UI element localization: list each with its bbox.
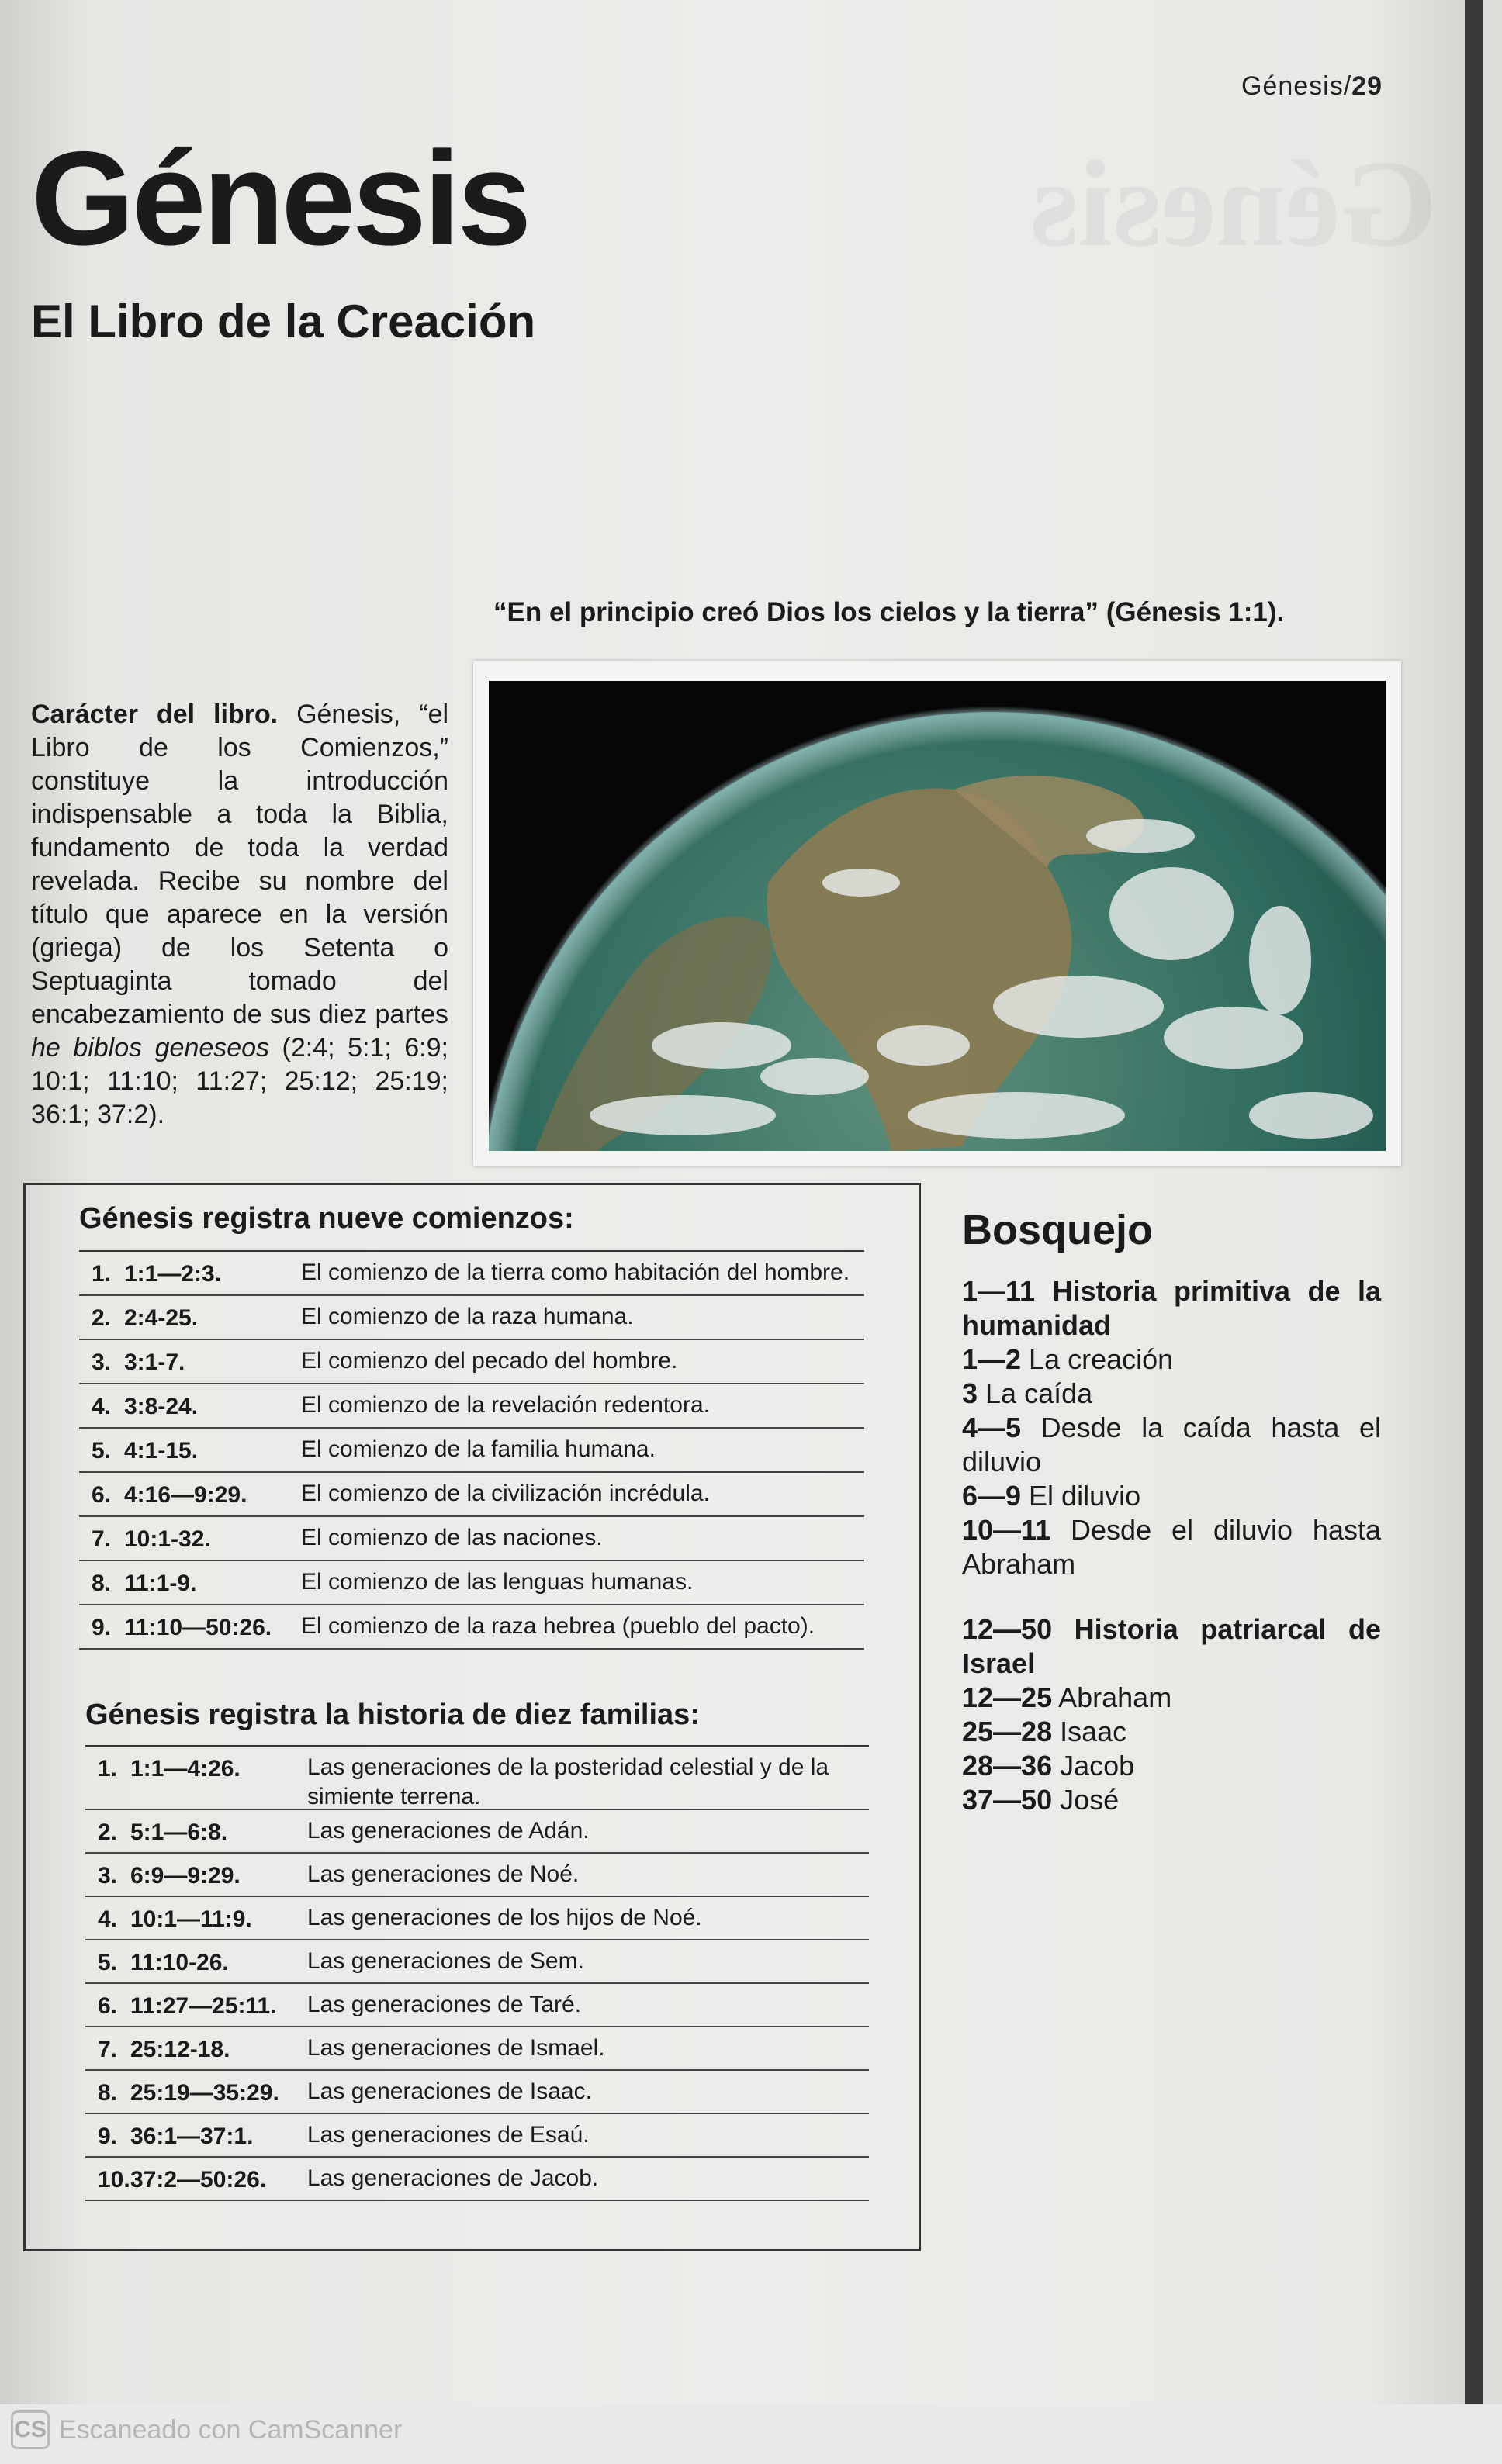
intro-tail: (2:4; 5:1; 6:9; 10:1; 11:10; 11:27; 25:12; 25:19; 36:1; 37:2). [31, 1033, 448, 1129]
families-heading: Génesis registra la historia de diez familias: [85, 1699, 700, 1731]
families-row [85, 2158, 869, 2201]
row-description: El comienzo de la tierra como habitación del hombre. [301, 1260, 850, 1285]
row-reference: 11:10—50:26. [124, 1615, 272, 1640]
row-description: Las generaciones de Esaú. [307, 2122, 590, 2148]
row-reference: 4:1-15. [124, 1438, 199, 1464]
row-description: El comienzo de la revelación redentora. [301, 1392, 710, 1418]
outline-item-text: El diluvio [1021, 1480, 1141, 1512]
row-reference: 1:1—4:26. [130, 1756, 241, 1781]
page-edge [1465, 0, 1483, 2464]
row-reference: 2:4-25. [124, 1305, 199, 1331]
row-reference: 3:8-24. [124, 1394, 199, 1419]
families-row [85, 1747, 869, 1810]
outline-item [962, 1377, 1381, 1411]
row-description: El comienzo de la raza humana. [301, 1304, 634, 1329]
row-reference: 25:12-18. [130, 2037, 230, 2062]
outline-heading: Bosquejo [962, 1207, 1154, 1253]
row-reference: 37:2—50:26. [130, 2167, 267, 2193]
row-number: 9. [98, 2124, 118, 2149]
row-description: El comienzo de las lenguas humanas. [301, 1569, 694, 1595]
outline-item-text: Desde el diluvio hasta Abraham [962, 1514, 1381, 1580]
row-number: 3. [98, 1863, 118, 1889]
row-number: 1. [98, 1756, 118, 1781]
row-number: 9. [92, 1615, 112, 1640]
outline-item-text: La creación [1021, 1343, 1174, 1375]
row-reference: 6:9—9:29. [130, 1863, 241, 1889]
outline-item-text: Isaac [1052, 1716, 1127, 1747]
running-head [1241, 71, 1383, 102]
row-reference: 10:1-32. [124, 1526, 211, 1552]
outline-item [962, 1343, 1381, 1377]
families-row [85, 1854, 869, 1897]
photo-caption: “En el principio creó Dios los cielos y la tierra” (Génesis 1:1). [493, 597, 1285, 627]
outline-item [962, 1749, 1381, 1783]
row-number: 2. [92, 1305, 112, 1331]
earth-image [489, 681, 1386, 1151]
outline-section2-items [962, 1681, 1381, 1817]
beginnings-row [79, 1429, 864, 1473]
families-row [85, 1940, 869, 1984]
families-row [85, 2114, 869, 2158]
camscanner-text: Escaneado con CamScanner [59, 2415, 403, 2445]
row-reference: 11:27—25:11. [130, 1993, 277, 2019]
book-character-paragraph [31, 698, 448, 1132]
row-description: El comienzo de las naciones. [301, 1525, 603, 1550]
row-number: 3. [92, 1349, 112, 1375]
outline-item [962, 1715, 1381, 1749]
camscanner-logo: CS [11, 2410, 50, 2449]
row-description: El comienzo de la familia humana. [301, 1436, 656, 1462]
row-number: 8. [92, 1571, 112, 1596]
row-number: 5. [92, 1438, 112, 1464]
row-reference: 3:1-7. [124, 1349, 185, 1375]
scanner-watermark [0, 2404, 1502, 2464]
beginnings-row [79, 1561, 864, 1605]
outline-item-text: Abraham [1052, 1681, 1172, 1713]
outline-item [962, 1681, 1381, 1715]
row-description: Las generaciones de Isaac. [307, 2079, 592, 2104]
row-number: 6. [92, 1482, 112, 1508]
outline-item [962, 1411, 1381, 1479]
families-row [85, 2027, 869, 2071]
row-number: 1. [92, 1261, 112, 1287]
beginnings-row [79, 1340, 864, 1384]
bleed-through-text [1030, 132, 1437, 275]
row-reference: 25:19—35:29. [130, 2080, 279, 2106]
row-number: 4. [98, 1906, 118, 1932]
outline-item-ref: 12—25 [962, 1681, 1053, 1713]
row-reference: 10:1—11:9. [130, 1906, 252, 1932]
row-number: 7. [98, 2037, 118, 2062]
earth-photo-frame [473, 661, 1401, 1166]
outline-item-text: José [1052, 1784, 1120, 1816]
intro-italic: he biblos geneseos [31, 1033, 270, 1063]
beginnings-row [79, 1517, 864, 1561]
families-row [85, 1810, 869, 1854]
outline-section2-title: 12—50 Historia patriarcal de Israel [962, 1613, 1381, 1679]
row-description: Las generaciones de los hijos de Noé. [307, 1905, 702, 1930]
beginnings-row [79, 1384, 864, 1429]
row-description: Las generaciones de Taré. [307, 1992, 582, 2017]
beginnings-row [79, 1296, 864, 1340]
row-number: 7. [92, 1526, 112, 1552]
outline-item-ref: 37—50 [962, 1784, 1053, 1816]
outline-item [962, 1783, 1381, 1817]
beginnings-row [79, 1252, 864, 1296]
row-description: Las generaciones de Adán. [307, 1818, 590, 1844]
row-description: Las generaciones de Noé. [307, 1861, 580, 1887]
outline-section [962, 1206, 1381, 1817]
outline-section1-items [962, 1343, 1381, 1581]
outline-item [962, 1479, 1381, 1513]
page-number: 29 [1351, 71, 1383, 101]
row-number: 8. [98, 2080, 118, 2106]
row-number: 4. [92, 1394, 112, 1419]
outline-item-ref: 3 [962, 1377, 978, 1409]
row-reference: 11:1-9. [124, 1571, 197, 1596]
row-description: Las generaciones de Jacob. [307, 2165, 599, 2191]
beginnings-heading: Génesis registra nueve comienzos: [79, 1202, 574, 1235]
outline-item-ref: 6—9 [962, 1480, 1022, 1512]
running-head-title: Génesis/ [1241, 71, 1352, 101]
families-row [85, 1984, 869, 2027]
families-row [85, 2071, 869, 2114]
row-reference: 5:1—6:8. [130, 1819, 228, 1845]
outline-item-text: La caída [978, 1377, 1093, 1409]
row-number: 2. [98, 1819, 118, 1845]
row-description: El comienzo de la raza hebrea (pueblo del pacto). [301, 1613, 815, 1639]
row-reference: 36:1—37:1. [130, 2124, 254, 2149]
intro-body: Génesis, “el Libro de los Comienzos,” constituye la introducción indispensable a toda la Biblia, fundamento de toda la verdad revelada. Recibe su nombre del título que aparece en la versión (griega) de los Setenta o Septuaginta tomado del encabezamiento de sus diez partes [31, 700, 448, 1029]
outline-item-ref: 10—11 [962, 1514, 1051, 1546]
row-number: 10. [98, 2167, 130, 2193]
outline-item-ref: 28—36 [962, 1750, 1053, 1781]
row-number: 5. [98, 1950, 118, 1975]
row-reference: 11:10-26. [130, 1950, 229, 1975]
outline-item-text: Desde la caída hasta el diluvio [962, 1412, 1381, 1477]
beginnings-row [79, 1605, 864, 1650]
outline-item-ref: 25—28 [962, 1716, 1053, 1747]
outline-item [962, 1513, 1381, 1581]
outline-item-ref: 1—2 [962, 1343, 1022, 1375]
outline-section1-title: 1—11 Historia primitiva de la humanidad [962, 1275, 1381, 1341]
row-description: Las generaciones de Ismael. [307, 2035, 605, 2061]
row-number: 6. [98, 1993, 118, 2019]
book-title: Génesis [31, 124, 529, 273]
families-row [85, 1897, 869, 1940]
row-description: Las generaciones de la posteridad celestial y de la simiente terrena. [307, 1754, 829, 1809]
row-reference: 1:1—2:3. [124, 1261, 222, 1287]
outline-item-text: Jacob [1052, 1750, 1135, 1781]
row-description: El comienzo de la civilización incrédula. [301, 1481, 710, 1506]
row-reference: 4:16—9:29. [124, 1482, 247, 1508]
row-description: Las generaciones de Sem. [307, 1948, 584, 1974]
book-subtitle: El Libro de la Creación [31, 295, 536, 347]
beginnings-row [79, 1473, 864, 1517]
intro-lead: Carácter del libro. [31, 700, 279, 729]
earth-photo [489, 681, 1386, 1151]
outline-item-ref: 4—5 [962, 1412, 1022, 1443]
row-description: El comienzo del pecado del hombre. [301, 1348, 678, 1374]
